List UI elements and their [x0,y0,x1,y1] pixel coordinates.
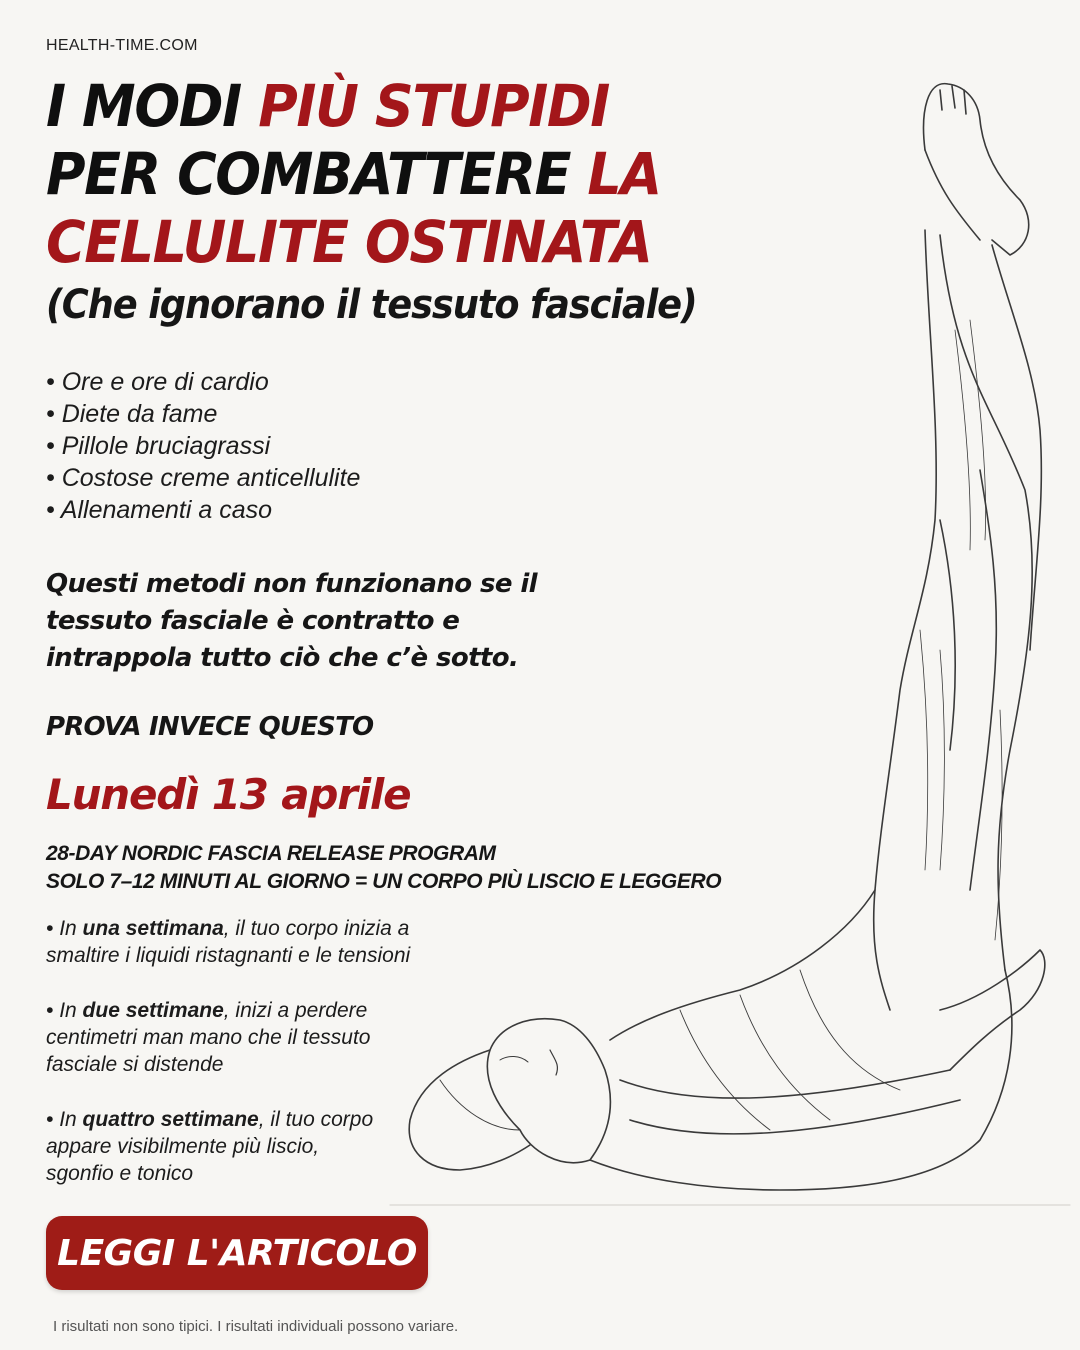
timeline-highlight: due settimane [82,999,224,1022]
claim-line: Questi metodi non funzionano se il [46,569,537,599]
disclaimer: I risultati non sono tipici. I risultati individuali possono variare. [53,1318,459,1335]
timeline-prefix: In [59,999,83,1022]
list-item: • Pillole bruciagrassi [46,430,360,462]
woman-legs-raised-illustration [380,70,1080,1340]
timeline-text: smaltire i liquidi ristagnanti e le tensioni [46,944,411,967]
site-name: HEALTH-TIME.COM [46,37,198,54]
timeline-text: , inizi a perdere [223,999,368,1022]
claim-line: tessuto fasciale è contratto e [46,606,460,636]
list-item: • Diete da fame [46,398,360,430]
list-item: • Costose creme anticellulite [46,462,360,494]
read-article-button[interactable]: LEGGI L'ARTICOLO [46,1216,428,1290]
headline-highlight: CELLULITE OSTINATA [46,208,652,276]
headline-part: I MODI [46,72,241,140]
timeline-item: • In una settimana, il tuo corpo inizia a smaltire i liquidi ristagnanti e le tensioni [46,917,411,967]
methods-list [46,366,360,526]
timeline-item: • In due settimane, inizi a perdere centimetri man mano che il tessuto fasciale si distende [46,999,371,1076]
claim-line: intrappola tutto ciò che c’è sotto. [46,643,519,673]
headline-part: PER COMBATTERE [46,140,571,208]
program-line: SOLO 7–12 MINUTI AL GIORNO = UN CORPO PIÙ LISCIO E LEGGERO [46,870,722,893]
timeline-text: appare visibilmente più liscio, [46,1135,320,1158]
timeline-highlight: una settimana [82,917,224,940]
program-line: 28-DAY NORDIC FASCIA RELEASE PROGRAM [46,842,496,865]
timeline-text: , il tuo corpo [258,1108,374,1131]
timeline-item: • In quattro settimane, il tuo corpo appare visibilmente più liscio, sgonfio e tonico [46,1108,374,1185]
subtitle: (Che ignorano il tessuto fasciale) [46,282,697,328]
timeline-prefix: In [59,917,83,940]
try-instead-heading: PROVA INVECE QUESTO [46,712,374,742]
headline-highlight: PIÙ STUPIDI [258,72,609,140]
timeline-highlight: quattro settimane [82,1108,259,1131]
timeline-text: centimetri man mano che il tessuto [46,1026,371,1049]
timeline-text: fasciale si distende [46,1053,224,1076]
timeline-text: , il tuo corpo inizia a [223,917,410,940]
event-date: Lunedì 13 aprile [46,770,411,819]
list-item: • Ore e ore di cardio [46,366,360,398]
headline-highlight: LA [587,140,661,208]
timeline-text: sgonfio e tonico [46,1162,194,1185]
timeline-prefix: In [59,1108,83,1131]
list-item: • Allenamenti a caso [46,494,360,526]
